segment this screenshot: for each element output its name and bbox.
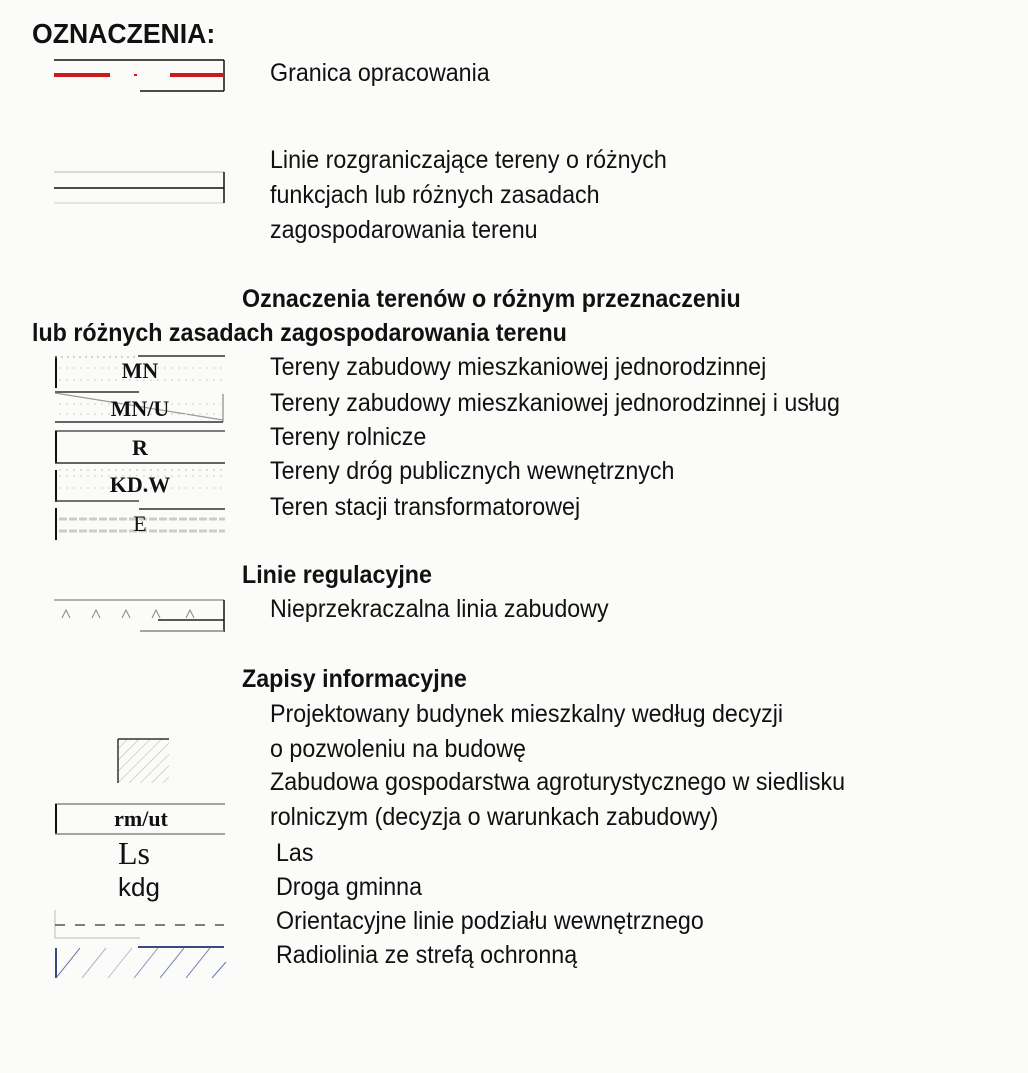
legend-title: OZNACZENIA: xyxy=(32,18,216,49)
internal-division-label: Orientacyjne linie podziału wewnętrznego xyxy=(276,907,704,935)
label-line: rolniczym (decyzja o warunkach zabudowy) xyxy=(270,803,719,831)
municipal-road-label: Droga gminna xyxy=(276,873,423,901)
zoning-heading-line1: Oznaczenia terenów o różnym przeznaczeniu xyxy=(242,285,741,313)
zone-symbol-mn xyxy=(55,354,225,388)
zone-label: Tereny zabudowy mieszkaniowej jednorodzinnej i usług xyxy=(270,389,840,417)
radio-link-symbol xyxy=(54,944,228,980)
boundary-line-symbol xyxy=(52,58,228,94)
zone-label: Tereny rolnicze xyxy=(270,423,427,451)
zone-code: E xyxy=(133,511,147,536)
agritourism-symbol xyxy=(55,803,227,835)
zoning-heading-line2: lub różnych zasadach zagospodarowania terenu xyxy=(32,319,567,347)
zone-symbol-mn-u xyxy=(55,390,225,424)
label-line: Zabudowa gospodarstwa agroturystycznego w siedlisku xyxy=(270,768,846,796)
building-line-symbol xyxy=(54,598,226,634)
zone-label: Tereny zabudowy mieszkaniowej jednorodzinnej xyxy=(270,353,767,381)
zone-code: MN xyxy=(121,358,159,383)
zone-code: KD.W xyxy=(109,472,171,497)
zone-symbol-r xyxy=(55,430,225,464)
dividing-lines-label-line: funkcjach lub różnych zasadach xyxy=(270,181,600,209)
zone-label: Teren stacji transformatorowej xyxy=(270,493,581,521)
zone-code: MN/U xyxy=(110,396,170,421)
regulation-heading: Linie regulacyjne xyxy=(242,561,432,589)
dividing-lines-symbol xyxy=(54,170,230,206)
forest-label: Las xyxy=(276,839,314,867)
building-line-label: Nieprzekraczalna linia zabudowy xyxy=(270,595,609,623)
projected-building-symbol xyxy=(117,738,171,784)
agritourism-label xyxy=(270,765,888,835)
zone-symbol-e xyxy=(55,508,225,540)
dividing-lines-label-line: Linie rozgraniczające tereny o różnych xyxy=(270,146,667,174)
internal-division-symbol xyxy=(54,908,226,940)
boundary-label: Granica opracowania xyxy=(270,59,490,87)
dividing-lines-label xyxy=(270,143,697,248)
zone-label: Tereny dróg publicznych wewnętrznych xyxy=(270,457,675,485)
radio-link-label: Radiolinia ze strefą ochronną xyxy=(276,941,578,969)
label-line: Projektowany budynek mieszkalny według decyzji xyxy=(270,700,784,728)
dividing-lines-label-line: zagospodarowania terenu xyxy=(270,216,538,244)
municipal-road-symbol: kdg xyxy=(118,872,160,902)
info-heading: Zapisy informacyjne xyxy=(242,665,467,693)
label-line: o pozwoleniu na budowę xyxy=(270,735,526,763)
zone-code: R xyxy=(132,435,148,460)
projected-building-label xyxy=(270,697,822,767)
zone-symbol-kd-w xyxy=(55,468,225,502)
zone-code: rm/ut xyxy=(114,806,168,831)
forest-symbol: Ls xyxy=(118,835,150,871)
